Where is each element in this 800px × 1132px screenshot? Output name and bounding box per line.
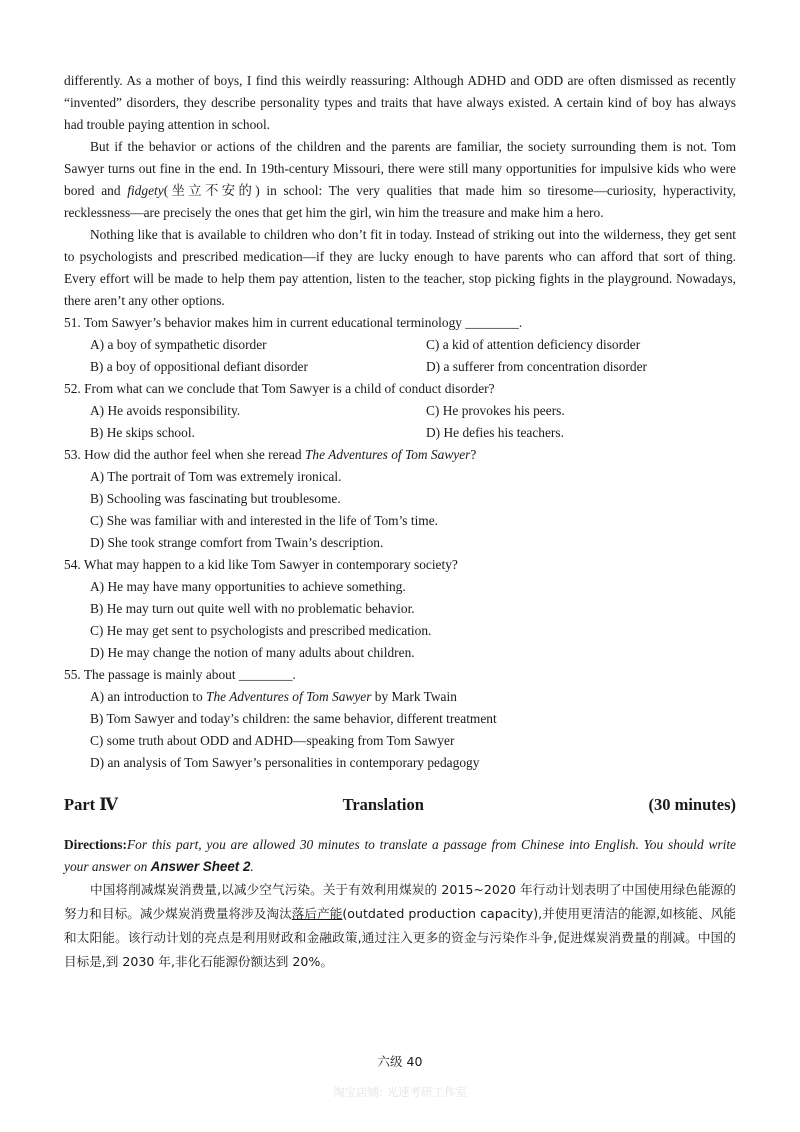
q54-option-b[interactable]: B) He may turn out quite well with no problematic behavior. [90, 601, 415, 616]
question-53 [64, 444, 736, 554]
fidgety-word: fidgety [127, 183, 164, 198]
q53-option-a[interactable]: A) The portrait of Tom was extremely ironical. [90, 469, 342, 484]
q52-option-d[interactable]: D) He defies his teachers. [426, 425, 564, 440]
q51-option-b[interactable]: B) a boy of oppositional defiant disorder [90, 359, 308, 374]
question-52 [64, 378, 736, 444]
q53-option-d[interactable]: D) She took strange comfort from Twain’s description. [90, 535, 384, 550]
q51-option-c[interactable]: C) a kid of attention deficiency disorder [426, 337, 641, 352]
q54-option-c[interactable]: C) He may get sent to psychologists and prescribed medication. [90, 623, 432, 638]
passage-paragraph-1: differently. As a mother of boys, I find this weirdly reassuring: Although ADHD and ODD are often dismissed as recently “invented” disorders, they describe personality types and traits that have always existed. A certain kind of boy has always had trouble paying attention in school. [64, 73, 736, 132]
passage-paragraph-2-part-a: But if the behavior or actions of the children and the parents are familiar, the society surrounding them is not. Tom Sawyer turns out fine in the end. In 19th-century Missouri, there were still many opportunities for impulsive kids who were bored and [64, 139, 736, 198]
q55-option-d[interactable]: D) an analysis of Tom Sawyer’s personalities in contemporary pedagogy [90, 755, 480, 770]
directions-label: Directions: [64, 837, 127, 852]
translation-underlined-term: 落后产能 [291, 906, 343, 921]
q52-option-c[interactable]: C) He provokes his peers. [426, 403, 565, 418]
q53-option-b[interactable]: B) Schooling was fascinating but troublesome. [90, 491, 341, 506]
question-51-stem: 51. Tom Sawyer’s behavior makes him in current educational terminology ________. [64, 315, 523, 330]
q55-option-a-post: by Mark Twain [371, 689, 457, 704]
part-4-label: Part Ⅳ [64, 795, 118, 814]
translation-passage [64, 878, 736, 974]
translation-passage-part-b: (outdated production capacity),并使用更清洁的能源,如核能、风能和太阳能。该行动计划的亮点是利用财政和金融政策,通过注入更多的资金与污染作斗争,促进煤炭消费量的削减。中国的目标是,到 2030 年,非化石能源份额达到 20%。 [64, 906, 737, 969]
question-51 [64, 312, 736, 378]
shop-watermark: 淘宝店铺: 光速考研工作室 [332, 1085, 468, 1099]
q53-stem-part-a: 53. How did the author feel when she reread [64, 447, 305, 462]
q52-option-a[interactable]: A) He avoids responsibility. [90, 403, 241, 418]
q54-option-d[interactable]: D) He may change the notion of many adults about children. [90, 645, 415, 660]
translation-passage-part-a: 中国将削减煤炭消费量,以减少空气污染。关于有效利用煤炭的 2015~2020 年行动计划表明了中国使用绿色能源的努力和目标。减少煤炭消费量将涉及淘汰 [64, 882, 736, 921]
answer-sheet-label: Answer Sheet 2 [150, 859, 251, 874]
passage-paragraph-3: Nothing like that is available to children who don’t fit in today. Instead of striking out into the wilderness, they get sent to psychologists and prescribed medication—if they are lucky enough to have parents who can afford that sort of thing. Every effort will be made to help them pay attention, listen to the teacher, stop picking fights in the playground. Nowadays, there aren’t any other options. [64, 227, 736, 308]
part-4-directions [64, 834, 736, 878]
directions-end: . [250, 859, 254, 874]
question-54-stem: 54. What may happen to a kid like Tom Sawyer in contemporary society? [64, 557, 458, 572]
question-55-stem: 55. The passage is mainly about ________. [64, 667, 296, 682]
part-4-time: (30 minutes) [648, 795, 736, 814]
directions-text: For this part, you are allowed 30 minutes to translate a passage from Chinese into English. You should write your answer on [64, 837, 736, 874]
exam-page [64, 70, 736, 974]
q55-option-c[interactable]: C) some truth about ODD and ADHD—speaking from Tom Sawyer [90, 733, 455, 748]
question-55-options [90, 686, 736, 774]
question-55 [64, 664, 736, 774]
q53-option-c[interactable]: C) She was familiar with and interested in the life of Tom’s time. [90, 513, 439, 528]
question-54-options [90, 576, 736, 664]
q52-option-b[interactable]: B) He skips school. [90, 425, 195, 440]
question-52-stem: 52. From what can we conclude that Tom Sawyer is a child of conduct disorder? [64, 381, 495, 396]
part-4-header [64, 792, 736, 818]
q53-stem-part-b: ? [470, 447, 477, 462]
passage-paragraph-2 [64, 136, 736, 224]
page-footer: 六级 40 [377, 1054, 423, 1069]
question-53-stem [64, 444, 736, 466]
q55-option-a-pre: A) an introduction to [90, 689, 207, 704]
question-54 [64, 554, 736, 664]
q53-book-title: The Adventures of Tom Sawyer [304, 447, 471, 462]
q55-option-b[interactable]: B) Tom Sawyer and today’s children: the same behavior, different treatment [90, 711, 497, 726]
q55-option-a[interactable] [90, 686, 736, 708]
question-51-options [90, 334, 736, 378]
question-52-options [90, 400, 736, 444]
part-4-title: Translation [342, 795, 424, 814]
passage-paragraph-2-part-b: (坐立不安的) in school: The very qualities that made him so tiresome—curiosity, hyperactivity, recklessness—are precisely the ones that get him the girl, win him the treasure and make him a hero. [64, 183, 736, 220]
question-53-options [90, 466, 736, 554]
q54-option-a[interactable]: A) He may have many opportunities to achieve something. [90, 579, 406, 594]
q51-option-d[interactable]: D) a sufferer from concentration disorder [426, 359, 647, 374]
q51-option-a[interactable]: A) a boy of sympathetic disorder [90, 337, 267, 352]
q55-book-title: The Adventures of Tom Sawyer [206, 689, 372, 704]
